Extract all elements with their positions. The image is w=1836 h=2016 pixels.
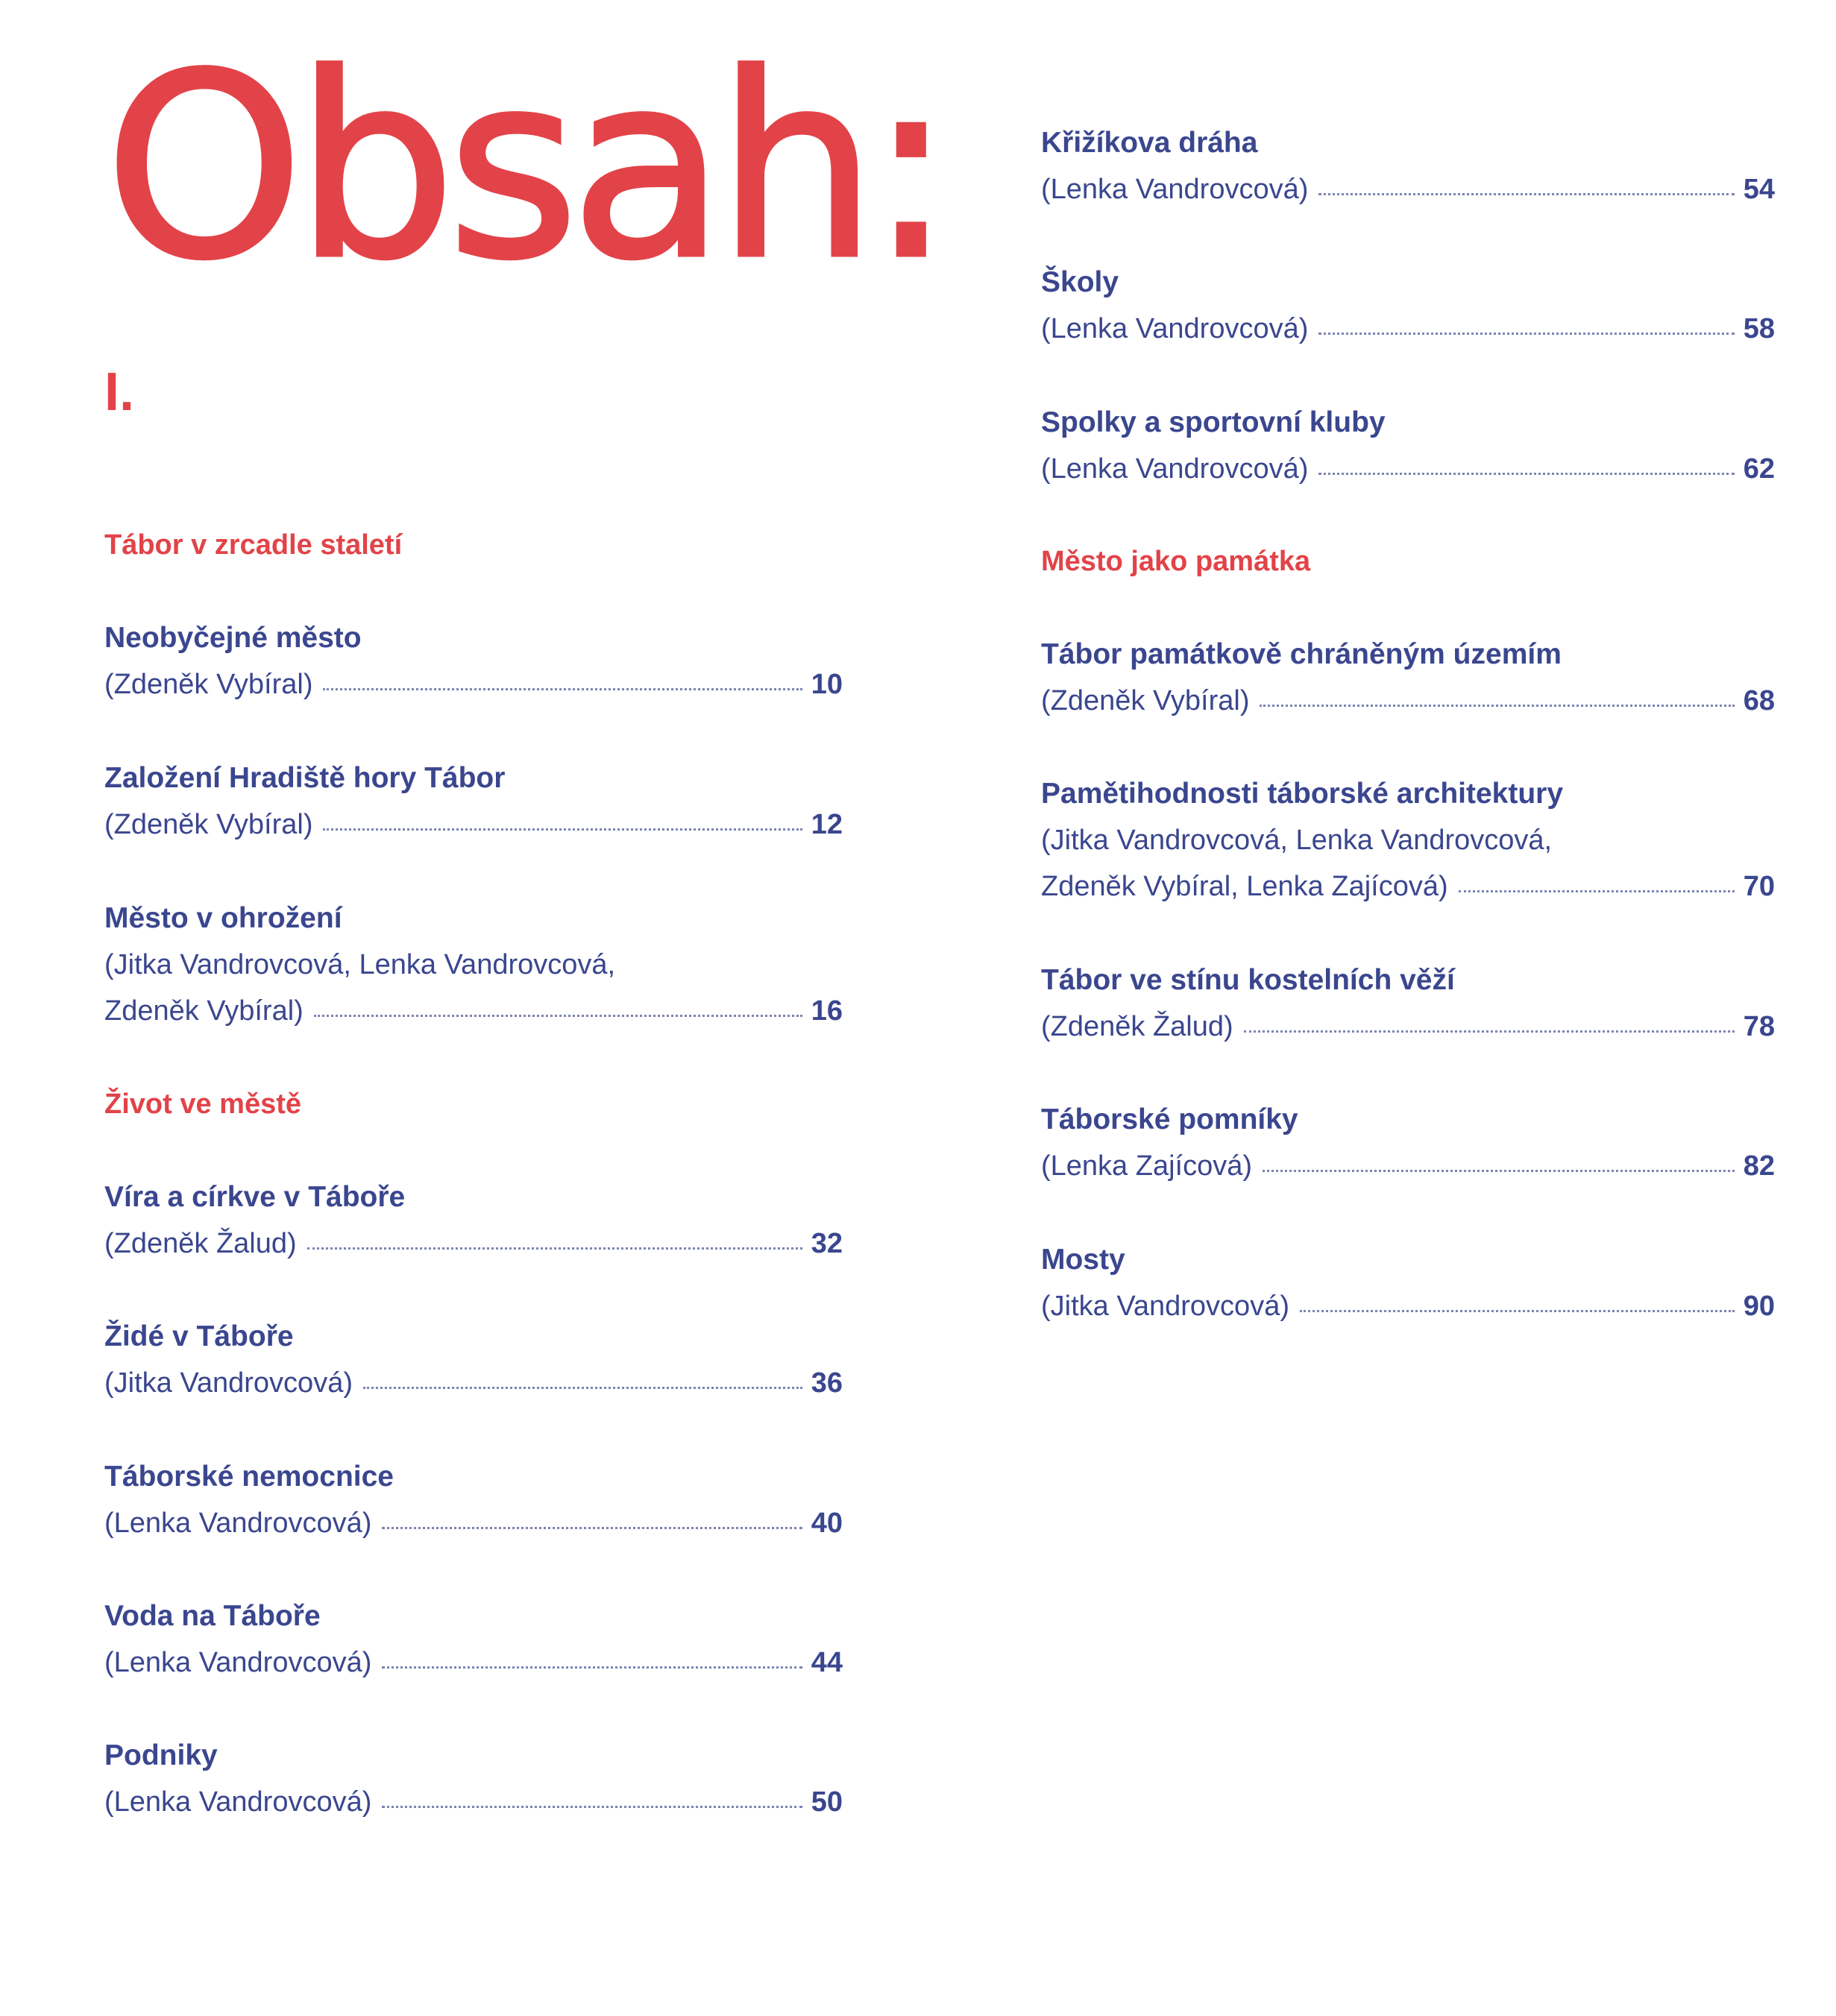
dot-leader: [1318, 473, 1734, 475]
dot-leader: [1318, 333, 1734, 335]
entry-author: (Lenka Vandrovcová): [104, 1508, 372, 1539]
entry-title: Neobyčejné město: [104, 622, 362, 654]
entry-line: [104, 951, 843, 979]
dot-leader: [1244, 1030, 1735, 1033]
entry-line: [104, 670, 843, 699]
entry-line: [1041, 872, 1775, 901]
entry-line: [1041, 315, 1775, 343]
entry-title: Židé v Táboře: [104, 1320, 294, 1352]
toc-entry[interactable]: [1041, 779, 1775, 901]
entry-line: [104, 1229, 843, 1258]
entry-title: Založení Hradiště hory Tábor: [104, 762, 506, 794]
page-number: 82: [1743, 1150, 1775, 1182]
toc-entry[interactable]: [104, 1601, 843, 1677]
section-heading: Život ve městě: [104, 1089, 301, 1120]
dot-leader: [363, 1387, 802, 1389]
page-number: 40: [811, 1508, 843, 1539]
page-number: 10: [811, 669, 843, 700]
entry-title: Tábor památkově chráněným územím: [1041, 638, 1562, 670]
entry-author: (Zdeněk Vybíral): [1041, 685, 1250, 716]
toc-entry[interactable]: [104, 1322, 843, 1397]
entry-author: (Zdeněk Vybíral): [104, 669, 313, 700]
toc-entry[interactable]: [104, 623, 843, 699]
toc-entry[interactable]: [104, 904, 843, 1025]
dot-leader: [1300, 1310, 1735, 1312]
page-number: 90: [1743, 1291, 1775, 1322]
entry-title: Víra a církve v Táboře: [104, 1181, 406, 1213]
toc-entry[interactable]: [1041, 640, 1775, 715]
entry-line: [1041, 1152, 1775, 1180]
dot-leader: [323, 828, 802, 831]
entry-line: [1041, 1292, 1775, 1320]
dot-leader: [307, 1247, 802, 1250]
entry-line: [1041, 455, 1775, 483]
entry-author: (Zdeněk Žalud): [1041, 1011, 1233, 1042]
dot-leader: [382, 1806, 802, 1808]
dot-leader: [323, 688, 802, 690]
page-number: 68: [1743, 685, 1775, 716]
toc-entry[interactable]: [1041, 268, 1775, 343]
toc-entry[interactable]: [1041, 408, 1775, 483]
toc-entry[interactable]: [104, 1182, 843, 1258]
page-number: 16: [811, 995, 843, 1027]
dot-leader: [1318, 193, 1734, 195]
toc-entry[interactable]: [1041, 1245, 1775, 1320]
entry-title: Spolky a sportovní kluby: [1041, 406, 1386, 438]
entry-title: Pamětihodnosti táborské architektury: [1041, 778, 1564, 810]
page-number: 62: [1743, 453, 1775, 485]
page-number: 58: [1743, 313, 1775, 344]
page-number: 70: [1743, 871, 1775, 902]
section-heading: Tábor v zrcadle staletí: [104, 529, 403, 561]
entry-author: (Zdeněk Žalud): [104, 1228, 297, 1259]
entry-title: Křižíkova dráha: [1041, 127, 1258, 159]
entry-title: Město v ohrožení: [104, 902, 342, 934]
dot-leader: [1260, 705, 1734, 707]
entry-author: Zdeněk Vybíral, Lenka Zajícová): [1041, 871, 1448, 902]
entry-line: [1041, 687, 1775, 715]
entry-title: Mosty: [1041, 1244, 1125, 1276]
section-heading: Město jako památka: [1041, 546, 1311, 577]
page-number: 32: [811, 1228, 843, 1259]
page-number: 78: [1743, 1011, 1775, 1042]
entry-title: Školy: [1041, 266, 1119, 298]
entry-line: [104, 997, 843, 1025]
entry-author: (Lenka Vandrovcová): [104, 1786, 372, 1818]
entry-line: [104, 1648, 843, 1677]
entry-line: [1041, 826, 1775, 854]
entry-title: Podniky: [104, 1739, 218, 1771]
page-number: 44: [811, 1647, 843, 1678]
entry-title: Táborské pomníky: [1041, 1103, 1298, 1135]
toc-entry[interactable]: [1041, 966, 1775, 1041]
entry-author: (Lenka Vandrovcová): [1041, 174, 1309, 205]
entry-line: [1041, 1012, 1775, 1041]
dot-leader: [314, 1015, 802, 1017]
toc-entry[interactable]: [104, 1462, 843, 1537]
part-label: I.: [104, 362, 135, 422]
page-number: 12: [811, 809, 843, 840]
page-number: 50: [811, 1786, 843, 1818]
toc-entry[interactable]: [104, 1741, 843, 1816]
page-title: Obsah:: [104, 20, 945, 315]
dot-leader: [382, 1666, 802, 1669]
entry-author: (Jitka Vandrovcová, Lenka Vandrovcová,: [104, 949, 616, 980]
toc-entry[interactable]: [1041, 128, 1775, 204]
entry-author: (Jitka Vandrovcová): [1041, 1291, 1289, 1322]
entry-author: (Lenka Vandrovcová): [104, 1647, 372, 1678]
entry-line: [104, 810, 843, 839]
entry-author: (Lenka Vandrovcová): [1041, 453, 1309, 485]
entry-author: (Zdeněk Vybíral): [104, 809, 313, 840]
entry-line: [104, 1788, 843, 1816]
entry-author: (Jitka Vandrovcová, Lenka Vandrovcová,: [1041, 825, 1553, 856]
entry-author: (Lenka Vandrovcová): [1041, 313, 1309, 344]
entry-author: (Lenka Zajícová): [1041, 1150, 1253, 1182]
entry-title: Voda na Táboře: [104, 1600, 321, 1632]
page-number: 54: [1743, 174, 1775, 205]
toc-entry[interactable]: [1041, 1105, 1775, 1180]
entry-line: [1041, 175, 1775, 204]
page-number: 36: [811, 1367, 843, 1399]
entry-line: [104, 1369, 843, 1397]
entry-author: Zdeněk Vybíral): [104, 995, 304, 1027]
dot-leader: [1263, 1170, 1735, 1172]
entry-title: Táborské nemocnice: [104, 1461, 394, 1493]
entry-line: [104, 1509, 843, 1537]
dot-leader: [1459, 890, 1735, 892]
dot-leader: [382, 1527, 802, 1529]
entry-author: (Jitka Vandrovcová): [104, 1367, 353, 1399]
toc-entry[interactable]: [104, 763, 843, 839]
entry-title: Tábor ve stínu kostelních věží: [1041, 964, 1455, 996]
